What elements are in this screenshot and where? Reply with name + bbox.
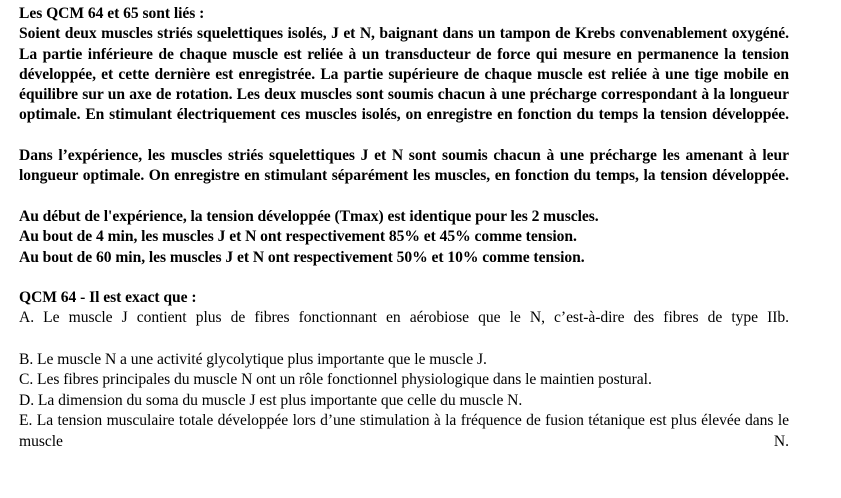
intro-title: Les QCM 64 et 65 sont liés : — [19, 5, 205, 22]
options-list — [19, 308, 789, 473]
option-e[interactable]: E. La tension musculaire totale développée lors d’une stimulation à la fréquence de fusion tétanique est plus élevée dans le muscle N. — [19, 412, 789, 450]
intro-paragraph-1: Soient deux muscles striés squelettiques isolés, J et N, baignant dans un tampon de Krebs convenablement oxygéné. La partie inférieure de chaque muscle est reliée à un transducteur de force qui mesure en permanence la tension développée, et cette dernière est enregistrée. La partie supérieure de chaque muscle est reliée à une tige mobile en équilibre sur un axe de rotation. Les deux muscles sont soumis chacun à une précharge correspondant à la longueur optimale. En stimulant électriquement ces muscles isolés, on enregistre en fonction du temps la tension développée. — [19, 25, 789, 124]
intro-fact-4min: Au bout de 4 min, les muscles J et N ont respectivement 85% et 45% comme tension. — [19, 228, 577, 246]
option-a[interactable]: A. Le muscle J contient plus de fibres fonctionnant en aérobiose que le N, c’est-à-dire des fibres de type IIb. — [19, 309, 789, 327]
section-spacer — [19, 268, 789, 288]
option-d[interactable]: D. La dimension du soma du muscle J est plus importante que celle du muscle N. — [19, 391, 523, 409]
option-c[interactable]: C. Les fibres principales du muscle N ont un rôle fonctionnel physiologique dans le maintien postural. — [19, 371, 652, 389]
question-heading: QCM 64 - Il est exact que : — [19, 288, 197, 306]
intro-fact-60min: Au bout de 60 min, les muscles J et N ont respectivement 50% et 10% comme tension. — [19, 248, 585, 266]
intro-block — [19, 4, 789, 268]
intro-fact-initial-tension: Au début de l'expérience, la tension développée (Tmax) est identique pour les 2 muscles. — [19, 207, 599, 225]
option-b[interactable]: B. Le muscle N a une activité glycolytique plus importante que le muscle J. — [19, 350, 487, 368]
intro-paragraph-2: Dans l’expérience, les muscles striés squelettiques J et N sont soumis chacun à une précharge les amenant à leur longueur optimale. On enregistre en stimulant séparément les muscles, en fonction du temps, la tension développée. — [19, 147, 789, 185]
